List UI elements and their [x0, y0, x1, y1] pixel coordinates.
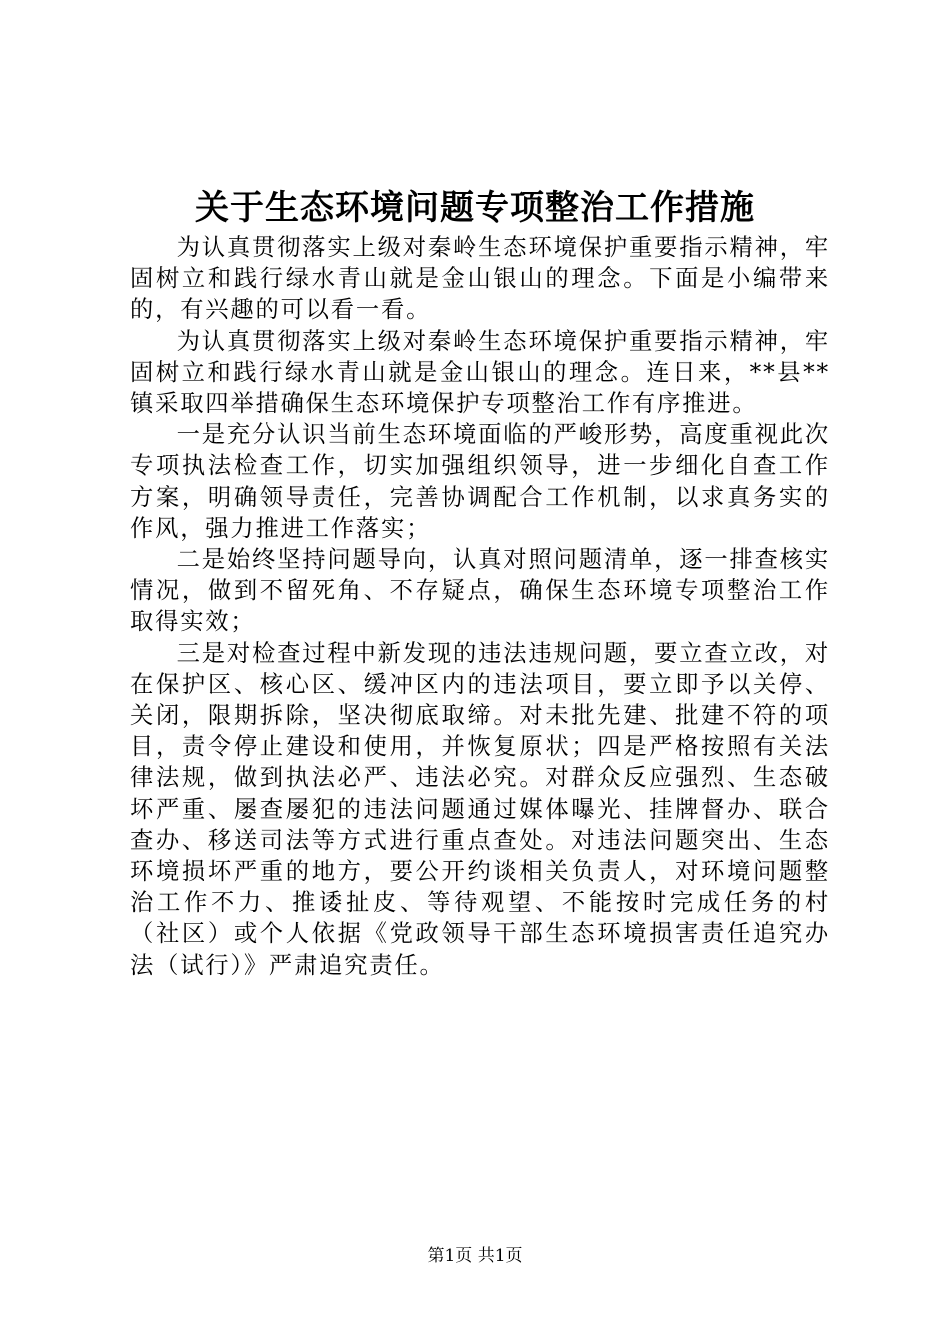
- page-number-footer: 第1页 共1页: [427, 1246, 523, 1266]
- paragraph-measure-one: 一是充分认识当前生态环境面临的严峻形势，高度重视此次专项执法检查工作，切实加强组织领导，进一步细化自查工作方案，明确领导责任，完善协调配合工作机制，以求真务实的作风，强力推进工作落实；: [130, 421, 830, 542]
- document-body: [130, 232, 830, 981]
- document-title: 关于生态环境问题专项整治工作措施: [195, 188, 755, 228]
- paragraph-measure-three-four: 三是对检查过程中新发现的违法违规问题，要立查立改，对在保护区、核心区、缓冲区内的违法项目，要立即予以关停、关闭，限期拆除，坚决彻底取缔。对未批先建、批建不符的项目，责令停止建设和使用，并恢复原状；四是严格按照有关法律法规，做到执法必严、违法必究。对群众反应强烈、生态破坏严重、屡查屡犯的违法问题通过媒体曝光、挂牌督办、联合查办、移送司法等方式进行重点查处。对违法问题突出、生态环境损坏严重的地方，要公开约谈相关负责人，对环境问题整治工作不力、推诿扯皮、等待观望、不能按时完成任务的村（社区）或个人依据《党政领导干部生态环境损害责任追究办法（试行）》严肃追究责任。: [130, 639, 830, 979]
- paragraph-measure-two: 二是始终坚持问题导向，认真对照问题清单，逐一排查核实情况，做到不留死角、不存疑点，确保生态环境专项整治工作取得实效；: [130, 546, 830, 636]
- paragraph-overview: 为认真贯彻落实上级对秦岭生态环境保护重要指示精神，牢固树立和践行绿水青山就是金山银山的理念。连日来，**县**镇采取四举措确保生态环境保护专项整治工作有序推进。: [130, 327, 830, 418]
- paragraph-intro: 为认真贯彻落实上级对秦岭生态环境保护重要指示精神，牢固树立和践行绿水青山就是金山银山的理念。下面是小编带来的，有兴趣的可以看一看。: [130, 234, 830, 324]
